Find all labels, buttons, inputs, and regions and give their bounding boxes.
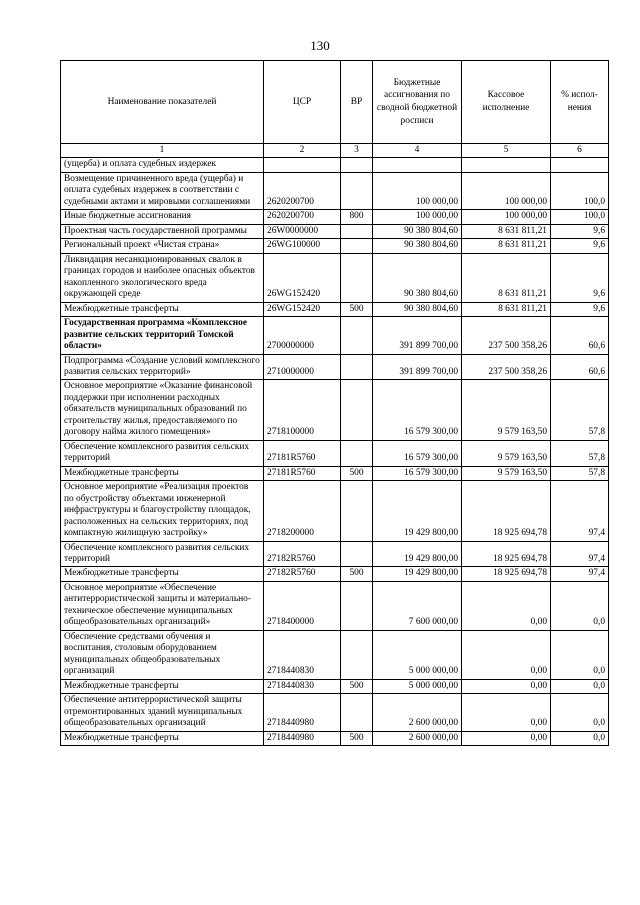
row-name: Обеспечение комплексного развития сельских территорий: [61, 440, 264, 466]
row-csr: 26WG152420: [264, 253, 341, 302]
row-budget: 19 429 800,00: [373, 481, 462, 541]
column-number: 2: [264, 144, 341, 158]
row-percent: 60,6: [551, 317, 609, 354]
row-name: Возмещение причиненного вреда (ущерба) и оплата судебных издержек в соответствии с судебными актами и мировыми соглашениями: [61, 172, 264, 209]
row-budget: 16 579 300,00: [373, 466, 462, 480]
row-budget: 19 429 800,00: [373, 567, 462, 581]
row-percent: 9,6: [551, 239, 609, 253]
table-row: [61, 731, 609, 745]
row-vr: [341, 158, 373, 172]
header-percent: % испол-нения: [551, 61, 609, 144]
row-budget: 7 600 000,00: [373, 581, 462, 630]
table-row: [61, 567, 609, 581]
table-row: [61, 581, 609, 630]
row-budget: 19 429 800,00: [373, 541, 462, 567]
row-percent: 57,8: [551, 380, 609, 440]
row-vr: 500: [341, 567, 373, 581]
row-execution: 0,00: [462, 581, 551, 630]
row-name: Межбюджетные трансферты: [61, 731, 264, 745]
row-budget: 100 000,00: [373, 172, 462, 209]
row-csr: 27181R5760: [264, 440, 341, 466]
row-csr: 26W0000000: [264, 224, 341, 238]
table-row: [61, 541, 609, 567]
row-vr: 500: [341, 679, 373, 693]
row-csr: [264, 158, 341, 172]
table-row: [61, 630, 609, 679]
row-vr: [341, 440, 373, 466]
row-csr: 2718100000: [264, 380, 341, 440]
row-vr: [341, 354, 373, 380]
row-csr: 2718200000: [264, 481, 341, 541]
row-csr: 2718400000: [264, 581, 341, 630]
row-percent: 9,6: [551, 302, 609, 316]
row-budget: [373, 158, 462, 172]
row-vr: [341, 541, 373, 567]
table-row: [61, 224, 609, 238]
row-budget: 90 380 804,60: [373, 224, 462, 238]
row-percent: 97,4: [551, 481, 609, 541]
row-budget: 16 579 300,00: [373, 380, 462, 440]
row-budget: 16 579 300,00: [373, 440, 462, 466]
row-execution: 18 925 694,78: [462, 541, 551, 567]
page-number: 130: [310, 38, 330, 53]
row-vr: 500: [341, 466, 373, 480]
column-number: 6: [551, 144, 609, 158]
row-vr: [341, 253, 373, 302]
table-row: [61, 317, 609, 354]
row-name: Обеспечение средствами обучения и воспитания, столовым оборудованием муниципальных общеобразовательных организаций: [61, 630, 264, 679]
row-name: Ликвидация несанкционированных свалок в границах городов и наиболее опасных объектов накопленного экологического вреда окружающей среде: [61, 253, 264, 302]
table-row: [61, 302, 609, 316]
row-name: Государственная программа «Комплексное развитие сельских территорий Томской области»: [61, 317, 264, 354]
table-row: [61, 239, 609, 253]
row-percent: 57,8: [551, 466, 609, 480]
row-csr: 2620200700: [264, 210, 341, 224]
row-percent: 0,0: [551, 581, 609, 630]
row-name: Основное мероприятие «Обеспечение антитеррористической защиты и материально-техническое обеспечение муниципальных общеобразовательных организаций»: [61, 581, 264, 630]
row-execution: 8 631 811,21: [462, 302, 551, 316]
header-csr: ЦСР: [264, 61, 341, 144]
row-csr: 2718440980: [264, 731, 341, 745]
row-name: Межбюджетные трансферты: [61, 302, 264, 316]
row-csr: 2718440830: [264, 630, 341, 679]
row-execution: 9 579 163,50: [462, 380, 551, 440]
row-budget: 90 380 804,60: [373, 253, 462, 302]
row-csr: 2718440830: [264, 679, 341, 693]
table-row: [61, 679, 609, 693]
row-name: Межбюджетные трансферты: [61, 466, 264, 480]
row-percent: [551, 158, 609, 172]
row-percent: 57,8: [551, 440, 609, 466]
row-percent: 97,4: [551, 567, 609, 581]
row-vr: [341, 694, 373, 731]
row-budget: 391 899 700,00: [373, 317, 462, 354]
row-vr: 500: [341, 302, 373, 316]
row-execution: 8 631 811,21: [462, 224, 551, 238]
column-number: 4: [373, 144, 462, 158]
header-vr: ВР: [341, 61, 373, 144]
row-execution: 237 500 358,26: [462, 317, 551, 354]
row-csr: 27182R5760: [264, 567, 341, 581]
row-vr: 800: [341, 210, 373, 224]
row-percent: 0,0: [551, 630, 609, 679]
row-execution: 8 631 811,21: [462, 253, 551, 302]
table-row: [61, 466, 609, 480]
row-name: (ущерба) и оплата судебных издержек: [61, 158, 264, 172]
row-budget: 90 380 804,60: [373, 302, 462, 316]
row-csr: 2700000000: [264, 317, 341, 354]
row-vr: [341, 224, 373, 238]
row-execution: 0,00: [462, 679, 551, 693]
row-csr: 27181R5760: [264, 466, 341, 480]
row-percent: 9,6: [551, 224, 609, 238]
row-vr: [341, 317, 373, 354]
row-vr: [341, 630, 373, 679]
table-row: [61, 440, 609, 466]
row-vr: [341, 380, 373, 440]
table-header-row: [61, 61, 609, 144]
row-execution: 237 500 358,26: [462, 354, 551, 380]
row-execution: 100 000,00: [462, 210, 551, 224]
row-budget: 5 000 000,00: [373, 630, 462, 679]
row-execution: 0,00: [462, 694, 551, 731]
table-row: [61, 158, 609, 172]
row-percent: 60,6: [551, 354, 609, 380]
row-budget: 391 899 700,00: [373, 354, 462, 380]
row-budget: 2 600 000,00: [373, 694, 462, 731]
row-name: Основное мероприятие «Оказание финансовой поддержки при исполнении расходных обязательств муниципальных образований по строительству жилья, предоставляемого по договору найма жилого помещения»: [61, 380, 264, 440]
row-name: Проектная часть государственной программы: [61, 224, 264, 238]
row-vr: [341, 239, 373, 253]
row-execution: 9 579 163,50: [462, 466, 551, 480]
row-execution: 0,00: [462, 731, 551, 745]
row-percent: 97,4: [551, 541, 609, 567]
row-percent: 0,0: [551, 679, 609, 693]
row-percent: 100,0: [551, 210, 609, 224]
row-csr: 26WG152420: [264, 302, 341, 316]
row-name: Обеспечение комплексного развития сельских территорий: [61, 541, 264, 567]
row-csr: 2620200700: [264, 172, 341, 209]
header-name: Наименование показателей: [61, 61, 264, 144]
table-row: [61, 354, 609, 380]
row-budget: 90 380 804,60: [373, 239, 462, 253]
row-csr: 27182R5760: [264, 541, 341, 567]
table-row: [61, 380, 609, 440]
row-percent: 0,0: [551, 694, 609, 731]
row-percent: 9,6: [551, 253, 609, 302]
column-number: 3: [341, 144, 373, 158]
column-number-row: [61, 144, 609, 158]
budget-execution-table: [60, 60, 609, 746]
row-csr: 2718440980: [264, 694, 341, 731]
row-name: Региональный проект «Чистая страна»: [61, 239, 264, 253]
row-name: Иные бюджетные ассигнования: [61, 210, 264, 224]
row-execution: 100 000,00: [462, 172, 551, 209]
row-vr: [341, 581, 373, 630]
row-budget: 2 600 000,00: [373, 731, 462, 745]
row-vr: [341, 172, 373, 209]
row-budget: 100 000,00: [373, 210, 462, 224]
row-csr: 26WG100000: [264, 239, 341, 253]
row-vr: [341, 481, 373, 541]
row-name: Межбюджетные трансферты: [61, 567, 264, 581]
row-name: Основное мероприятие «Реализация проектов по обустройству объектами инженерной инфраструктуры и благоустройству площадок, расположенных на сельских территориях, под компактную жилищную застройку»: [61, 481, 264, 541]
row-execution: 18 925 694,78: [462, 481, 551, 541]
table-row: [61, 172, 609, 209]
row-csr: 2710000000: [264, 354, 341, 380]
row-name: Межбюджетные трансферты: [61, 679, 264, 693]
table-row: [61, 210, 609, 224]
table-row: [61, 481, 609, 541]
row-percent: 100,0: [551, 172, 609, 209]
header-execution: Кассовое исполнение: [462, 61, 551, 144]
table-row: [61, 253, 609, 302]
column-number: 5: [462, 144, 551, 158]
row-execution: 0,00: [462, 630, 551, 679]
row-vr: 500: [341, 731, 373, 745]
row-execution: 8 631 811,21: [462, 239, 551, 253]
row-name: Обеспечение антитеррористической защиты отремонтированных зданий муниципальных общеобразовательных организаций: [61, 694, 264, 731]
row-execution: 9 579 163,50: [462, 440, 551, 466]
row-execution: [462, 158, 551, 172]
table-body: [61, 158, 609, 746]
table-row: [61, 694, 609, 731]
row-execution: 18 925 694,78: [462, 567, 551, 581]
row-percent: 0,0: [551, 731, 609, 745]
row-name: Подпрограмма «Создание условий комплексного развития сельских территорий»: [61, 354, 264, 380]
row-budget: 5 000 000,00: [373, 679, 462, 693]
header-budget: Бюджетные ассигнования по сводной бюджетной росписи: [373, 61, 462, 144]
column-number: 1: [61, 144, 264, 158]
